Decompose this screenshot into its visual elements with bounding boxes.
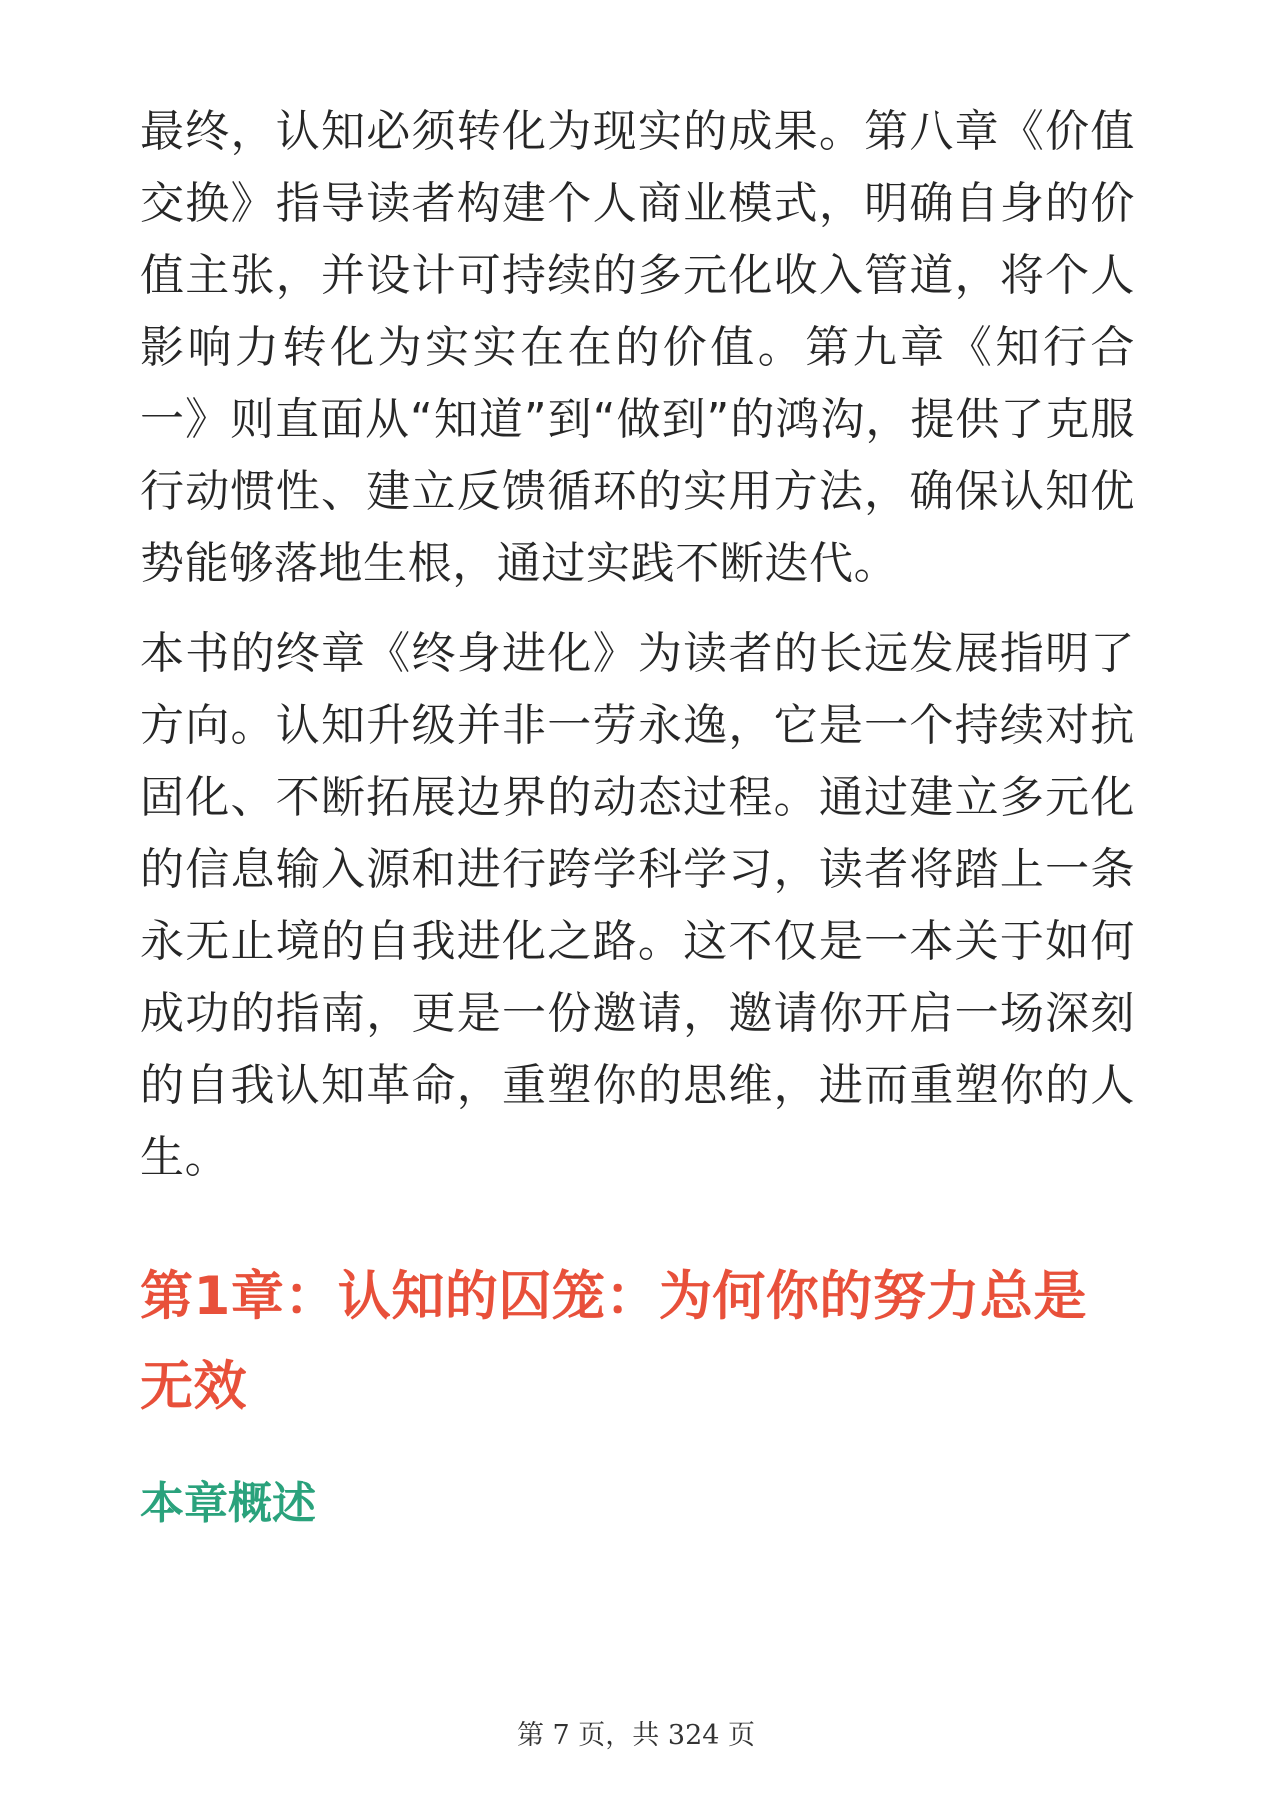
- body-paragraph: 本书的终章《终身进化》为读者的长远发展指明了方向。认知升级并非一劳永逸，它是一个持续对抗固化、不断拓展边界的动态过程。通过建立多元化的信息输入源和进行跨学科学习，读者将踏上一条永无止境的自我进化之路。这不仅是一本关于如何成功的指南，更是一份邀请，邀请你开启一场深刻的自我认知革命，重塑你的思维，进而重塑你的人生。: [140, 628, 1135, 1183]
- document-body: [140, 96, 1135, 1540]
- body-paragraph: 最终，认知必须转化为现实的成果。第八章《价值交换》指导读者构建个人商业模式，明确自身的价值主张，并设计可持续的多元化收入管道，将个人影响力转化为实实在在的价值。第九章《知行合一》则直面从“知道”到“做到”的鸿沟，提供了克服行动惯性、建立反馈循环的实用方法，确保认知优势能够落地生根，通过实践不断迭代。: [140, 106, 1135, 589]
- section-title: 本章概述: [140, 1478, 316, 1529]
- chapter-title: 第1章：认知的囚笼：为何你的努力总是无效: [140, 1266, 1087, 1417]
- page-number-footer: 第 7 页，共 324 页: [516, 1720, 756, 1751]
